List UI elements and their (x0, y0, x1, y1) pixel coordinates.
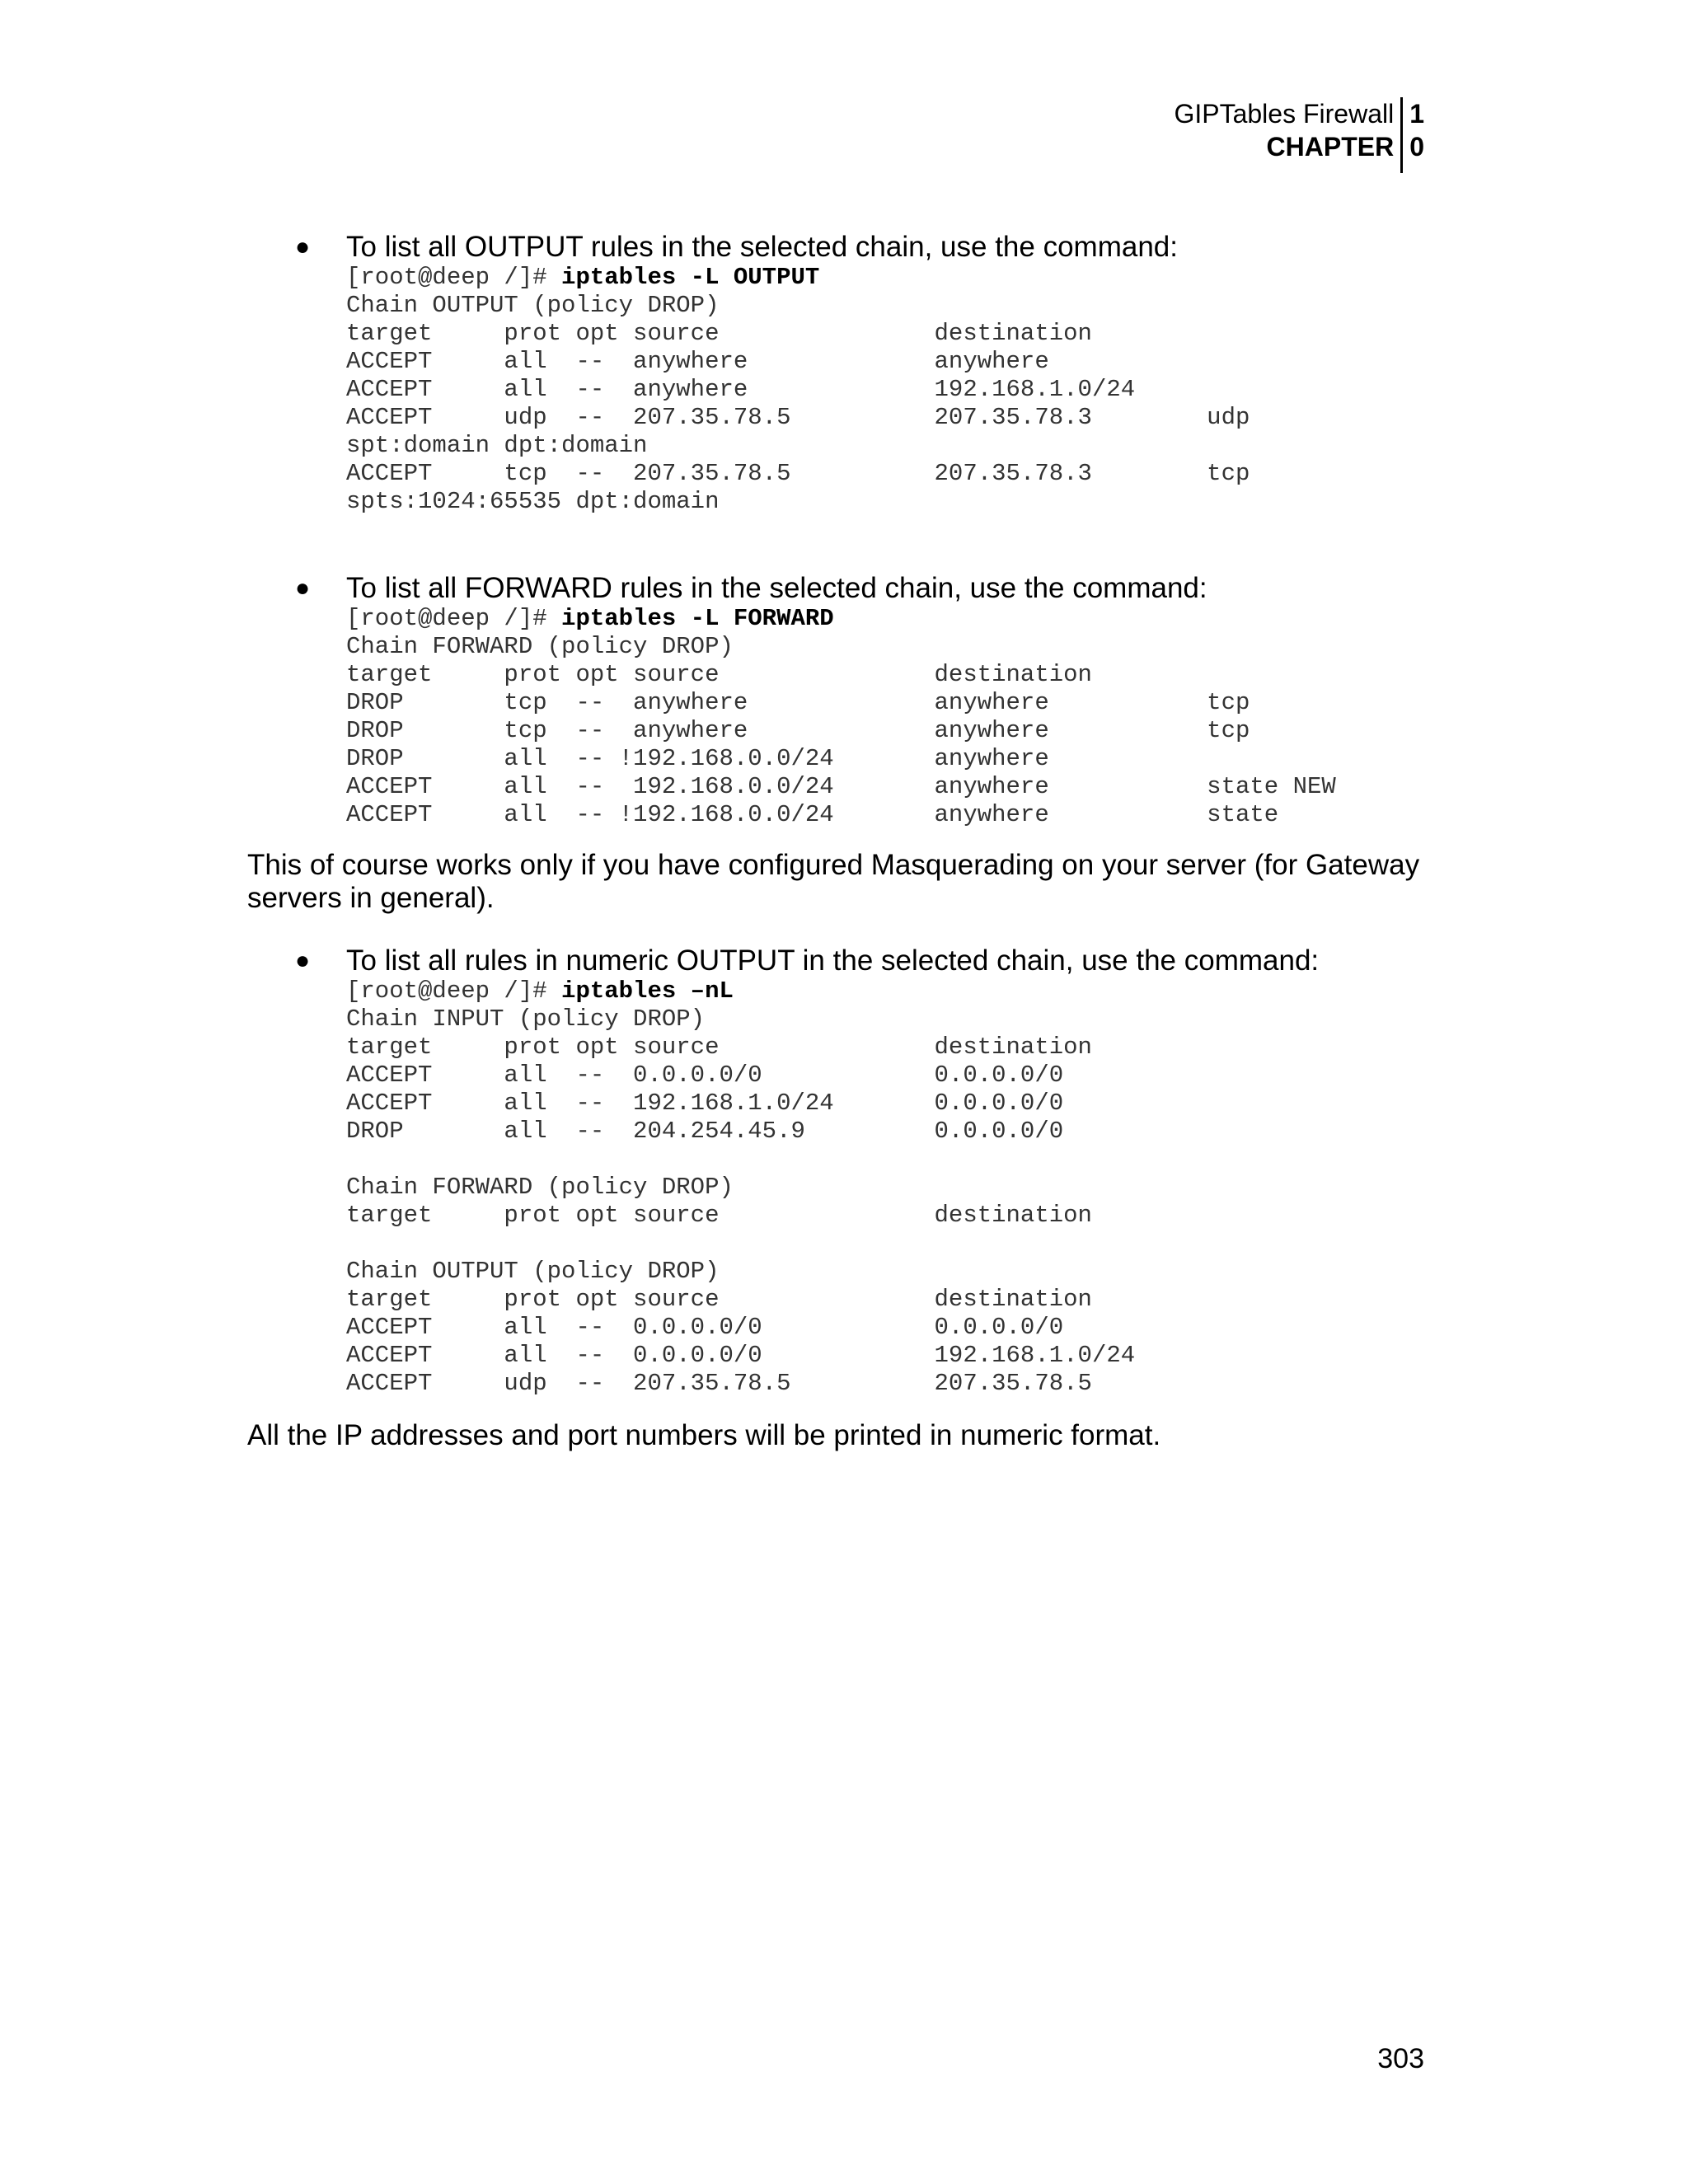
chapter-number-top: 1 (1409, 99, 1424, 129)
bullet-list-output (295, 231, 1451, 264)
shell-command: iptables –nL (561, 977, 734, 1005)
chapter-number (1403, 97, 1424, 163)
bullet-dot-icon: ● (295, 233, 311, 260)
bullet-dot-icon: ● (295, 947, 311, 974)
command-output: Chain OUTPUT (policy DROP) target prot opt source destination ACCEPT all -- anywhere anywhere ACCEPT all -- anywhere 192.168.1.0/24 ACCEPT udp -- 207.35.78.5 207.35.78.3 udp spt:domain dpt:domain ACCEPT tcp -- 207.35.78.5 207.35.78.3 tcp spts:1024:65535 dpt:domain (346, 292, 1250, 515)
bullet-list-forward (295, 572, 1451, 605)
chapter-header (1174, 97, 1424, 173)
bullet-text: To list all OUTPUT rules in the selected chain, use the command: (346, 231, 1178, 263)
masquerading-paragraph: This of course works only if you have configured Masquerading on your server (for Gateway servers in general). (247, 849, 1420, 914)
shell-command: iptables -L OUTPUT (561, 264, 820, 291)
shell-command: iptables -L FORWARD (561, 605, 834, 632)
numeric-format-paragraph: All the IP addresses and port numbers will be printed in numeric format. (247, 1419, 1161, 1451)
shell-prompt: [root@deep /]# (346, 977, 562, 1005)
bullet-list-numeric (295, 944, 1451, 977)
shell-prompt: [root@deep /]# (346, 605, 562, 632)
page-number: 303 (1377, 2043, 1424, 2074)
page-content (247, 231, 1451, 1452)
chapter-number-bottom: 0 (1409, 132, 1424, 162)
command-output: Chain INPUT (policy DROP) target prot opt source destination ACCEPT all -- 0.0.0.0/0 0.0.0.0/0 ACCEPT all -- 192.168.1.0/24 0.0.0.0/0 DROP all -- 204.254.45.9 0.0.0.0/0 Chain FORWARD (policy DROP) target prot opt source destination Chain OUTPUT (policy DROP) target prot opt source destination ACCEPT all -- 0.0.0.0/0 0.0.0.0/0 ACCEPT all -- 0.0.0.0/0 192.168.1.0/24 ACCEPT udp -- 207.35.78.5 207.35.78.5 (346, 1005, 1136, 1397)
shell-prompt: [root@deep /]# (346, 264, 562, 291)
header-text-block (1174, 97, 1400, 163)
bullet-text: To list all FORWARD rules in the selected chain, use the command: (346, 572, 1207, 604)
book-section-title: GIPTables Firewall (1174, 99, 1395, 129)
bullet-text: To list all rules in numeric OUTPUT in the selected chain, use the command: (346, 944, 1320, 977)
chapter-label: CHAPTER (1266, 132, 1395, 162)
bullet-dot-icon: ● (295, 574, 311, 602)
code-block-numeric (346, 977, 1451, 1398)
command-output: Chain FORWARD (policy DROP) target prot opt source destination DROP tcp -- anywhere anywhere tcp DROP tcp -- anywhere anywhere tcp DROP all -- !192.168.0.0/24 anywhere ACCEPT all -- 192.168.0.0/24 anywhere state NEW ACCEPT all -- !192.168.0.0/24 anywhere state (346, 633, 1336, 828)
code-block-output (346, 264, 1451, 516)
code-block-forward (346, 605, 1451, 829)
